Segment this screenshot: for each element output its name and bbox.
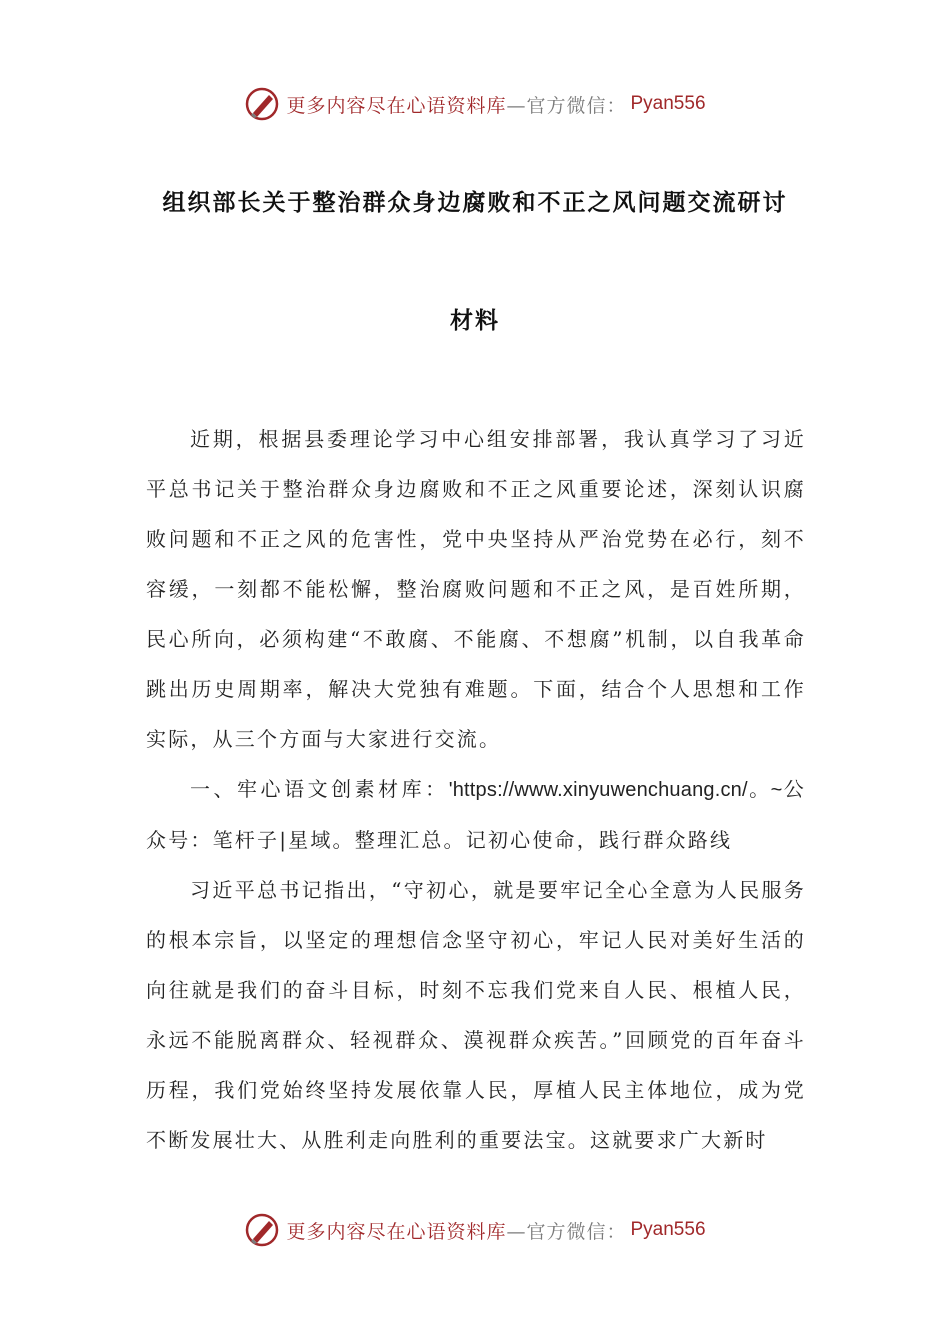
watermark-wechat-label: —官方微信： xyxy=(506,1220,627,1243)
document-title-line1: 组织部长关于整治群众身边腐败和不正之风问题交流研讨 xyxy=(162,189,788,216)
document-title-line2: 材料 xyxy=(450,307,500,334)
paragraph-intro: 近期，根据县委理论学习中心组安排部署，我认真学习了习近平总书记关于整治群众身边腐败和不正之风重要论述，深刻认识腐败问题和不正之风的危害性，党中央坚持从严治党势在必行，刻不容缓，一刻都不能松懈，整治腐败问题和不正之风，是百姓所期，民心所向，必须构建“不敢腐、不能腐、不想腐”机制，以自我革命跳出历史周期率，解决大党独有难题。下面，结合个人思想和工作实际，从三个方面与大家进行交流。 xyxy=(146,427,806,751)
footer-watermark xyxy=(0,1210,950,1250)
paragraph-section-heading xyxy=(146,764,806,865)
watermark-library-text: 更多内容尽在心语资料库 xyxy=(286,94,507,117)
header-watermark xyxy=(0,84,950,124)
pen-circle-logo-icon xyxy=(244,1212,280,1248)
watermark-wechat-id: Pyan556 xyxy=(630,1219,706,1240)
section-heading-url: 'https://www.xinyuwenchuang.cn/。~ xyxy=(448,779,783,801)
watermark-library-text: 更多内容尽在心语资料库 xyxy=(286,1220,507,1243)
paragraph-body: 习近平总书记指出，“守初心，就是要牢记全心全意为人民服务的根本宗旨，以坚定的理想信念坚守初心，牢记人民对美好生活的向往就是我们的奋斗目标，时刻不忘我们党来自人民、根植人民，永远不能脱离群众、轻视群众、漠视群众疾苦。”回顾党的百年奋斗历程，我们党始终坚持发展依靠人民，厚植人民主体地位，成为党不断发展壮大、从胜利走向胜利的重要法宝。这就要求广大新时 xyxy=(146,878,806,1152)
document-body xyxy=(146,414,806,1165)
pen-circle-logo-icon xyxy=(244,86,280,122)
section-heading-prefix: 一、牢心语文创素材库： xyxy=(190,777,449,801)
watermark-wechat-id: Pyan556 xyxy=(630,93,706,114)
section-heading-suffix: 公众号：笔杆子|星域。整理汇总。记初心使命，践行群众路线 xyxy=(146,777,806,852)
watermark-wechat-label: —官方微信： xyxy=(506,94,627,117)
